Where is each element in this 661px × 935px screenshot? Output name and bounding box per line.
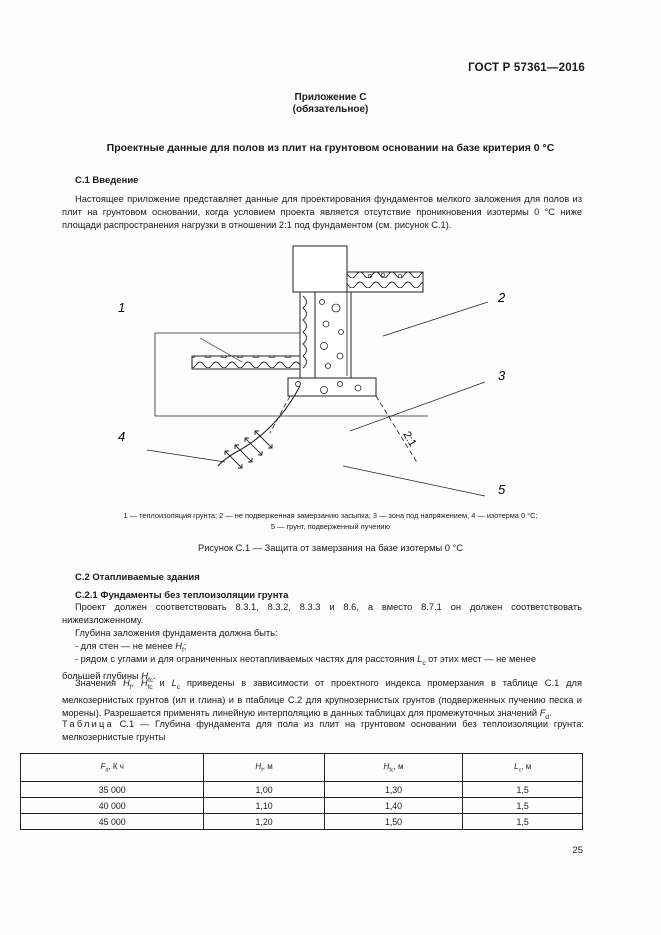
table-cell: 1,20 (204, 814, 324, 830)
section-2-heading: С.2 Отапливаемые здания (75, 572, 200, 583)
footing (288, 378, 376, 396)
table-cell: 40 000 (21, 798, 204, 814)
figure-legend-line-2: 5 — грунт, подверженный пучению (270, 522, 391, 531)
table-title: Таблица С.1 — Глубина фундамента для пола из плит на грунтовом основании без теплоизоляции грунта: мелкозернистые грунты (62, 719, 584, 742)
figure-c1-diagram (100, 238, 540, 510)
table-cell: 1,5 (463, 814, 583, 830)
section-2-1-heading: С.2.1 Фундаменты без теплоизоляции грунта (75, 590, 289, 601)
table-row (21, 782, 583, 798)
isotherm-0c (218, 386, 300, 466)
label-2: 2 (498, 290, 506, 305)
page-number: 25 (572, 845, 583, 856)
appendix-main-title: Проектные данные для полов из плит на грунтовом основании на базе критерия 0 °С (106, 142, 555, 154)
section-1-text: Настоящее приложение представляет данные для проектирования фундаментов мелкого заложения для полов из плит на грунтовом основании, когда условием проекта является отсутствие проникновения изотермы 0 °С ниже площади распространения нагрузки в отношении 2:1 под фундаментом (см. рисунок С.1). (62, 194, 582, 230)
section-2-item-corners: - рядом с углами и для ограниченных неотапливаемых частях для расстояния $L_c$ от этих мест — не менее большей глубины $H_{fc}$. (62, 654, 537, 684)
label-4: 4 (118, 429, 126, 444)
table-cell: 1,10 (204, 798, 324, 814)
wall-top (293, 246, 347, 292)
appendix-title: Приложение С (294, 92, 367, 103)
ratio-label: 2:1 (400, 429, 419, 449)
table-cell: 1,5 (463, 798, 583, 814)
figure-caption: Рисунок С.1 — Защита от замерзания на базе изотермы 0 °С (198, 543, 463, 553)
section-2-paragraph-values: Значения $H_f$, $H_{fc}$ и $L_c$ приведены в зависимости от проектного индекса промерзания в таблице С.1 для мелкозернистых грунтов (ил и глина) и в пtаблице С.2 для крупнозернистых грунтов (подверженных пучению песка и морены). Разрешается применять линейную интерполяцию в данных таблицах для промежуточных значений $F_d$. (62, 678, 582, 721)
label-3: 3 (498, 368, 506, 383)
table-cell: 1,30 (324, 782, 463, 798)
table-cell: 1,5 (463, 782, 583, 798)
isotherm-arrows (225, 431, 272, 468)
figure-legend-line-1: 1 — теплоизоляция грунта; 2 — не подверженная замерзанию засыпка; 3 — зона под напряжением, 4 — изотерма 0 °С; (123, 511, 538, 520)
table-cell: 1,50 (324, 814, 463, 830)
table-cell: 45 000 (21, 814, 204, 830)
table-cell: 1,40 (324, 798, 463, 814)
label-1: 1 (118, 300, 126, 315)
table-row (21, 798, 583, 814)
ground-insulation (192, 356, 300, 369)
section-1-paragraph (62, 193, 582, 232)
table-c1 (20, 753, 583, 830)
table-cell: 35 000 (21, 782, 204, 798)
section-2-paragraph-1: Проект должен соответствовать 8.3.1, 8.3.2, 8.3.3 и 8.6, а вместо 8.7.1 он должен соответствовать нижеизложенному. (62, 602, 582, 625)
table-header-row (21, 754, 583, 782)
section-1-heading: С.1 Введение (75, 175, 139, 186)
label-5: 5 (498, 482, 506, 497)
section-2-paragraph-2: Глубина заложения фундамента должна быть: (75, 628, 278, 638)
standard-number: ГОСТ Р 57361—2016 (468, 62, 585, 74)
table-header-lc: $L_c$, м (463, 754, 583, 782)
table-header-fd: $F_d$, К ч (21, 754, 204, 782)
table-header-hfc: $H_{fc}$, м (324, 754, 463, 782)
table-cell: 1,00 (204, 782, 324, 798)
section-2-item-walls: - для стен — не менее $H_f$; (75, 641, 187, 654)
table-row (21, 814, 583, 830)
table-header-hf: $H_f$, м (204, 754, 324, 782)
appendix-status: (обязательное) (292, 104, 369, 115)
